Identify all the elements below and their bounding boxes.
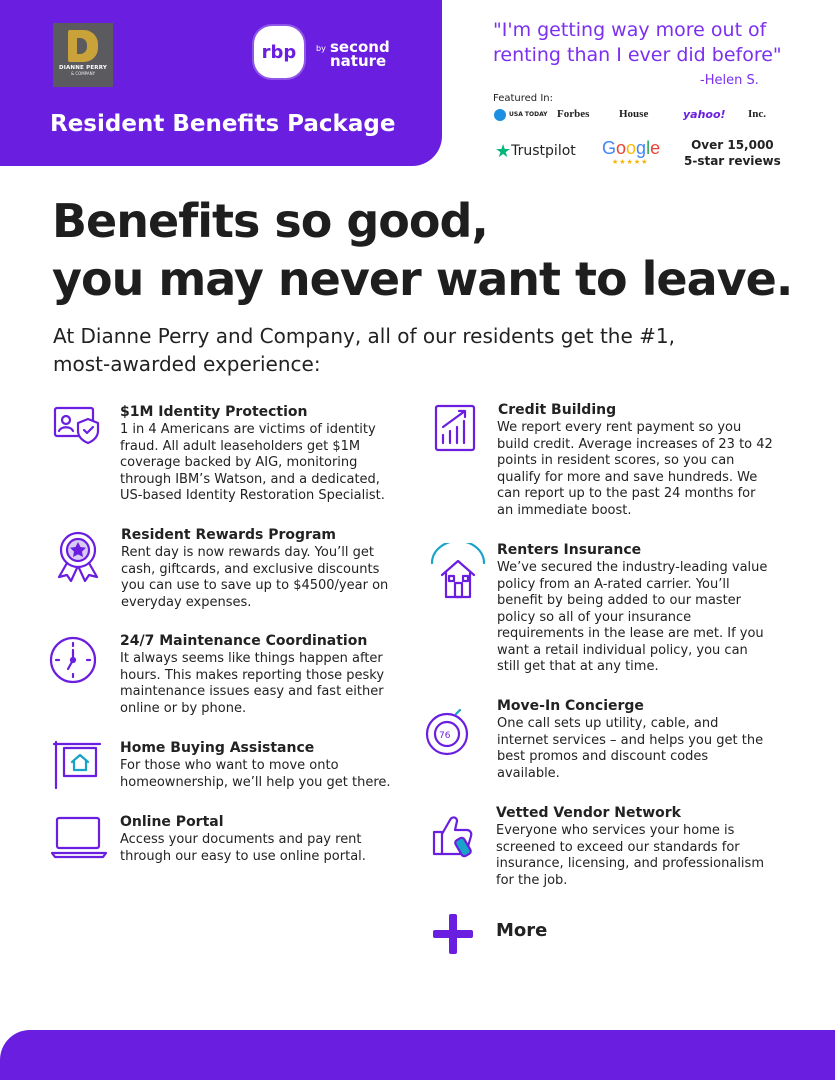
benefit-title-identity: $1M Identity Protection (120, 404, 308, 420)
benefit-title-insurance: Renters Insurance (497, 542, 642, 558)
benefit-desc-insurance: We’ve secured the industry-leading value policy from an A-rated carrier. You’ll benefit by being added to our master policy so all of your insurance requirements in the lease are met. If you want a retail individual policy, you can still get that at any time. (497, 560, 768, 674)
footer-band (0, 1030, 835, 1080)
intro-line-2: most-awarded experience: (53, 352, 321, 376)
benefit-desc-credit: We report every rent payment so you build credit. Average increases of 23 to 42 points in resident scores, so you can qualify for more and save hundreds. We can report up to the past 24 months for an immediate boost. (497, 420, 773, 518)
usa-today-dot-icon (494, 109, 506, 121)
benefit-title-home-buying: Home Buying Assistance (120, 740, 315, 756)
company-logo (53, 23, 113, 87)
benefit-desc-vendor: Everyone who services your home is screened to exceed our standards for insurance, licensing, and professionalism for the job. (496, 823, 764, 888)
trustpilot-star-icon: ★ (495, 141, 512, 162)
company-logo-sub: & COMPANY (70, 71, 96, 76)
google-logo: Google (602, 138, 661, 158)
benefit-title-maintenance: 24/7 Maintenance Coordination (120, 633, 368, 649)
rbp-logo-text: rbp (261, 41, 297, 63)
benefit-title-concierge: Move-In Concierge (497, 698, 644, 714)
quote-line-1: "I'm getting way more out of (493, 19, 767, 41)
featured-label: Featured In: (493, 93, 553, 104)
company-logo-mark (68, 30, 98, 62)
benefit-title-portal: Online Portal (120, 814, 224, 830)
rbp-logo (254, 26, 304, 78)
usa-today-logo: USA TODAY (494, 108, 548, 121)
benefit-desc-rewards: Rent day is now rewards day. You’ll get cash, giftcards, and exclusive discounts you can use to save up to $4500/year on everyday expenses. (121, 545, 389, 610)
forbes-logo: Forbes (557, 108, 590, 120)
google-stars-icon: ★★★★★ (612, 158, 649, 166)
reviews-line-1: Over 15,000 (691, 138, 774, 152)
benefit-desc-portal: Access your documents and pay rent through our easy to use online portal. (120, 832, 366, 864)
thumbs-up-icon (428, 808, 478, 866)
company-logo-name: DIANNE PERRY (58, 65, 108, 71)
headline-line-2: you may never want to leave. (52, 252, 793, 306)
benefit-title-rewards: Resident Rewards Program (121, 527, 336, 543)
reviews-count (684, 137, 781, 169)
intro-line-1: At Dianne Perry and Company, all of our residents get the #1, (53, 324, 675, 348)
headline-line-1: Benefits so good, (52, 194, 488, 248)
house-logo: House (619, 108, 649, 120)
id-shield-icon (53, 405, 103, 449)
more-label: More (496, 920, 548, 941)
intro-text (53, 322, 753, 378)
reviews-line-2: 5-star reviews (684, 154, 781, 168)
second-nature-logo: second nature (330, 38, 390, 70)
by-label: by (316, 44, 326, 53)
house-sign-icon (52, 738, 104, 794)
benefit-title-credit: Credit Building (498, 402, 617, 418)
headline (52, 192, 792, 308)
clock-icon (48, 634, 100, 690)
testimonial-author: -Helen S. (700, 73, 759, 88)
testimonial-quote (493, 18, 793, 68)
trustpilot-logo: ★Trustpilot (495, 141, 576, 162)
quote-line-2: renting than I ever did before" (493, 44, 782, 66)
benefit-desc-maintenance: It always seems like things happen after hours. This makes reporting those pesky maintenance issues easy and fast either online or by phone. (120, 651, 385, 716)
award-ribbon-icon (53, 530, 105, 586)
benefit-desc-identity: 1 in 4 Americans are victims of identity fraud. All adult leaseholders get $1M coverage backed by AIG, monitoring through IBM’s Watson, and a dedicated, US-based Identity Restoration Specialist. (120, 422, 385, 503)
yahoo-logo: yahoo! (683, 108, 726, 121)
benefit-title-vendor: Vetted Vendor Network (496, 805, 681, 821)
bar-chart-icon (434, 403, 476, 457)
benefit-desc-concierge: One call sets up utility, cable, and internet services – and helps you get the best promos and discount codes available. (497, 716, 764, 781)
thermostat-icon (424, 708, 474, 762)
plus-icon (433, 914, 473, 954)
inc-logo: Inc. (748, 108, 767, 120)
google-letter: G (602, 138, 617, 158)
benefit-desc-home-buying: For those who want to move onto homeownership, we’ll help you get there. (120, 758, 391, 790)
house-umbrella-icon (428, 543, 488, 607)
thermostat-value: 76 (439, 731, 451, 741)
package-title: Resident Benefits Package (50, 111, 396, 137)
laptop-icon (50, 815, 108, 863)
